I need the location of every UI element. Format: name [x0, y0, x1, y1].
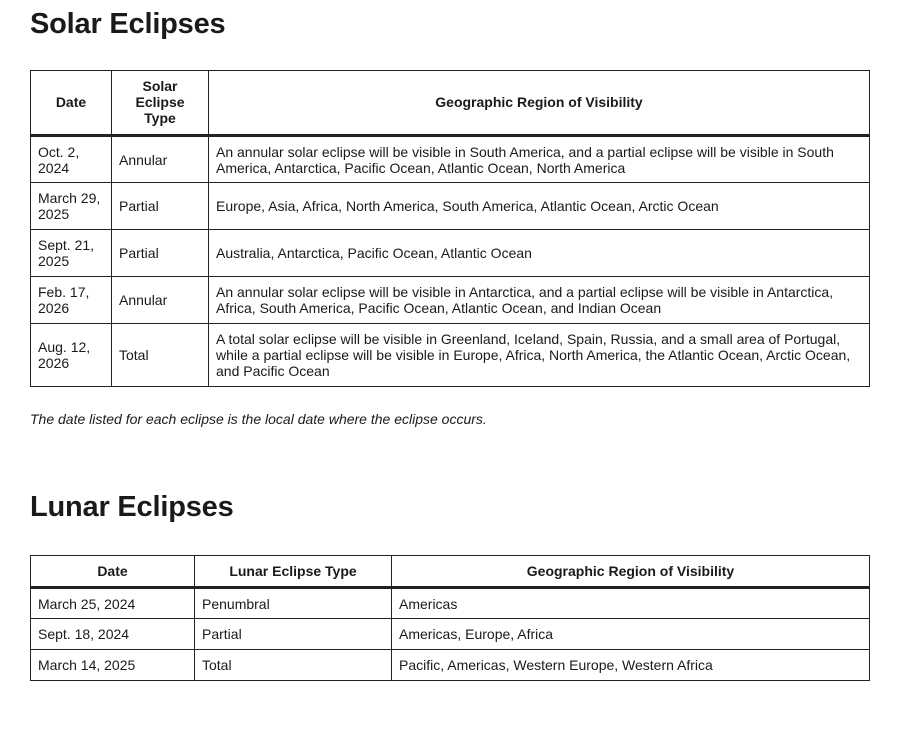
- cell-type: Total: [195, 650, 392, 681]
- cell-type: Partial: [112, 183, 209, 230]
- cell-date: March 29, 2025: [31, 183, 112, 230]
- table-row: [31, 324, 870, 387]
- cell-type: Annular: [112, 136, 209, 183]
- column-header-type: Solar Eclipse Type: [112, 71, 209, 136]
- column-header-region: Geographic Region of Visibility: [392, 556, 870, 588]
- cell-type: Annular: [112, 277, 209, 324]
- cell-date: Feb. 17, 2026: [31, 277, 112, 324]
- lunar-eclipses-table: [30, 555, 870, 681]
- cell-date: Oct. 2, 2024: [31, 136, 112, 183]
- solar-date-note: The date listed for each eclipse is the local date where the eclipse occurs.: [30, 411, 487, 427]
- cell-type: Penumbral: [195, 588, 392, 619]
- cell-region: An annular solar eclipse will be visible in South America, and a partial eclipse will be visible in South America, Antarctica, Pacific Ocean, Atlantic Ocean, North America: [209, 136, 870, 183]
- cell-type: Partial: [195, 619, 392, 650]
- column-header-date: Date: [31, 71, 112, 136]
- lunar-eclipses-heading: Lunar Eclipses: [30, 491, 234, 523]
- table-row: [31, 230, 870, 277]
- cell-region: Americas: [392, 588, 870, 619]
- cell-date: March 14, 2025: [31, 650, 195, 681]
- cell-date: March 25, 2024: [31, 588, 195, 619]
- table-row: [31, 588, 870, 619]
- cell-date: Aug. 12, 2026: [31, 324, 112, 387]
- table-row: [31, 136, 870, 183]
- column-header-date: Date: [31, 556, 195, 588]
- solar-eclipses-heading: Solar Eclipses: [30, 8, 226, 40]
- table-row: [31, 619, 870, 650]
- column-header-type: Lunar Eclipse Type: [195, 556, 392, 588]
- cell-region: A total solar eclipse will be visible in Greenland, Iceland, Spain, Russia, and a small area of Portugal, while a partial eclipse will be visible in Europe, Africa, North America, the Atlantic Ocean, Arctic Ocean, and Pacific Ocean: [209, 324, 870, 387]
- table-row: [31, 183, 870, 230]
- cell-region: Americas, Europe, Africa: [392, 619, 870, 650]
- table-header-row: [31, 556, 870, 588]
- cell-type: Partial: [112, 230, 209, 277]
- table-row: [31, 650, 870, 681]
- cell-region: Pacific, Americas, Western Europe, Western Africa: [392, 650, 870, 681]
- table-header-row: [31, 71, 870, 136]
- cell-type: Total: [112, 324, 209, 387]
- column-header-region: Geographic Region of Visibility: [209, 71, 870, 136]
- solar-eclipses-table: [30, 70, 870, 387]
- cell-date: Sept. 21, 2025: [31, 230, 112, 277]
- cell-region: Europe, Asia, Africa, North America, South America, Atlantic Ocean, Arctic Ocean: [209, 183, 870, 230]
- cell-region: Australia, Antarctica, Pacific Ocean, Atlantic Ocean: [209, 230, 870, 277]
- cell-region: An annular solar eclipse will be visible in Antarctica, and a partial eclipse will be visible in Antarctica, Africa, South America, Pacific Ocean, Atlantic Ocean, and Indian Ocean: [209, 277, 870, 324]
- table-row: [31, 277, 870, 324]
- cell-date: Sept. 18, 2024: [31, 619, 195, 650]
